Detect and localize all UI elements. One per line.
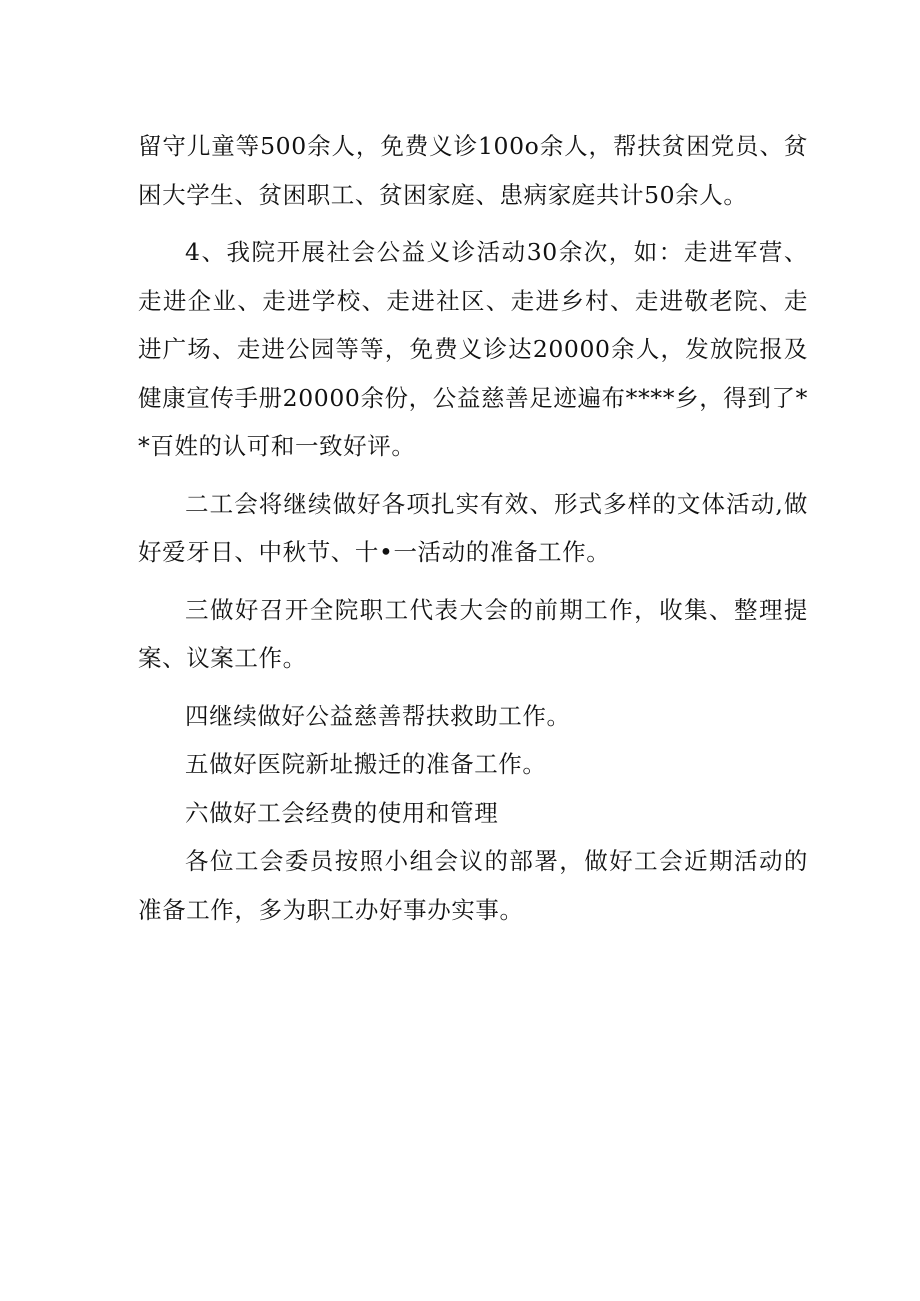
paragraph-continuation: 留守儿童等500余人，免费义诊100o余人，帮扶贫困党员、贫困大学生、贫困职工、贫困家庭、患病家庭共计50余人。 — [138, 132, 808, 209]
paragraph-closing: 各位工会委员按照小组会议的部署，做好工会近期活动的准备工作，多为职工办好事办实事。 — [138, 847, 808, 924]
document-body — [138, 122, 808, 943]
paragraph-item-two: 二工会将继续做好各项扎实有效、形式多样的文体活动,做好爱牙日、中秋节、十•一活动的准备工作。 — [138, 489, 808, 566]
paragraph-item-four: 四继续做好公益慈善帮扶救助工作。 — [185, 701, 571, 730]
paragraph-item-4: 4、我院开展社会公益义诊活动30余次，如：走进军营、走进企业、走进学校、走进社区、走进乡村、走进敬老院、走进广场、走进公园等等，免费义诊达20000余人，发放院报及健康宣传手册20000余份，公益慈善足迹遍布****乡，得到了**百姓的认可和一致好评。 — [138, 238, 808, 460]
paragraph-item-three: 三做好召开全院职工代表大会的前期工作，收集、整理提案、议案工作。 — [138, 595, 808, 672]
paragraph-item-six: 六做好工会经费的使用和管理 — [185, 798, 499, 827]
paragraph-item-five: 五做好医院新址搬迁的准备工作。 — [185, 750, 547, 778]
